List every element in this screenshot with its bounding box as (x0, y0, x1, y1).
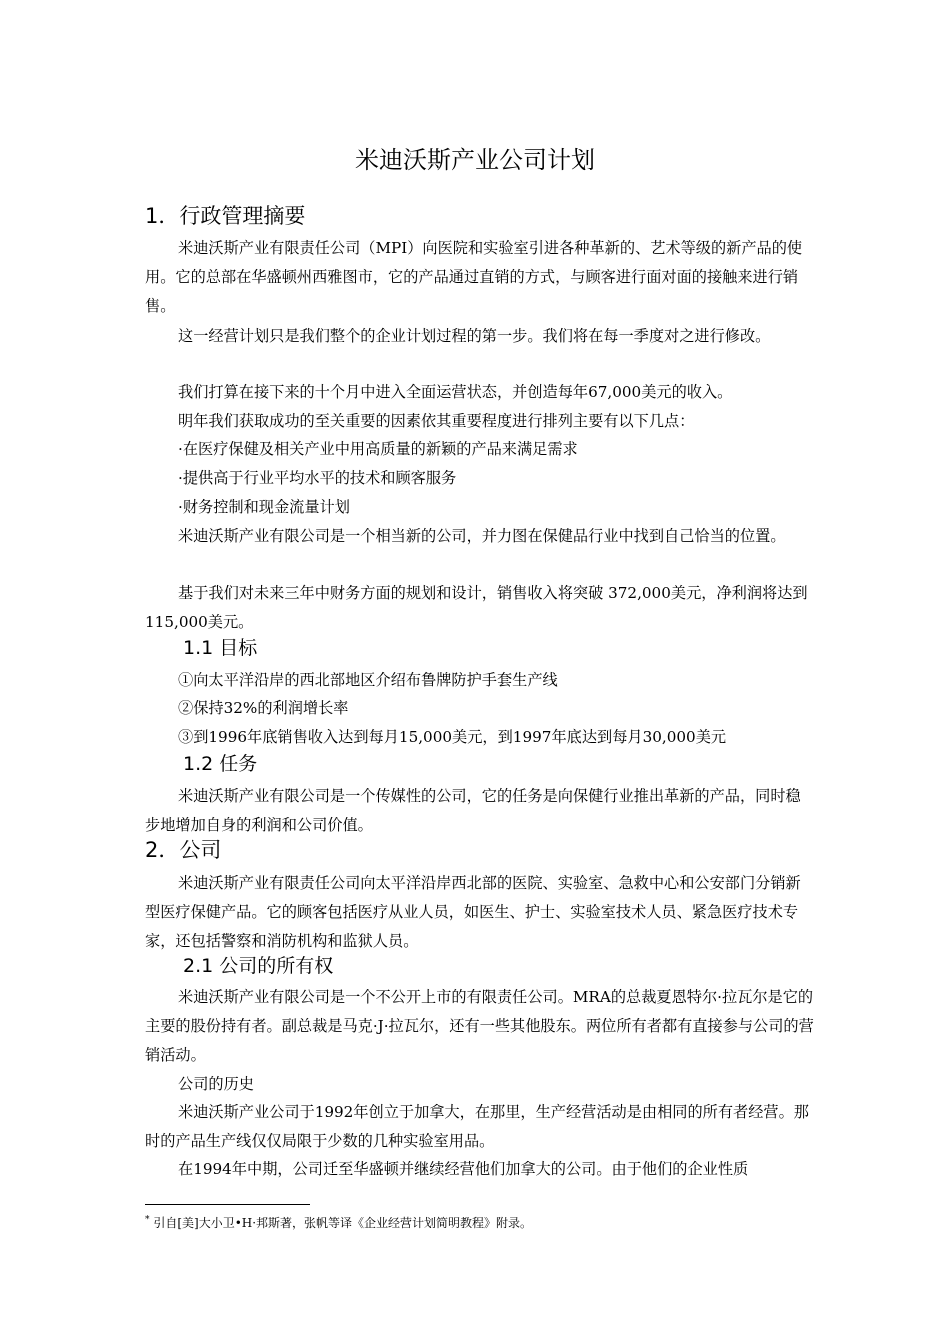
paragraph: 米迪沃斯产业有限公司是一个不公开上市的有限责任公司。MRA的总裁夏恩特尔·拉瓦尔是它的主要的股份持有者。副总裁是马克·J·拉瓦尔，还有一些其他股东。两位所有者都有直接参与公司的营销活动。 (145, 988, 814, 1064)
section-heading-1: 1．行政管理摘要 (145, 204, 306, 228)
goal-item: ②保持32%的利润增长率 (178, 699, 349, 717)
paragraph: 基于我们对未来三年中财务方面的规划和设计，销售收入将突破 372,000美元，净利润将达到115,000美元。 (145, 584, 808, 631)
paragraph: 米迪沃斯产业有限公司是一个传媒性的公司，它的任务是向保健行业推出革新的产品，同时稳步地增加自身的利润和公司价值。 (145, 787, 801, 834)
section-heading-1-1: 1.1 目标 (183, 637, 258, 659)
bullet-item: ·在医疗保健及相关产业中用高质量的新颖的产品来满足需求 (178, 440, 578, 458)
paragraph: 米迪沃斯产业有限责任公司向太平洋沿岸西北部的医院、实验室、急救中心和公安部门分销新型医疗保健产品。它的顾客包括医疗从业人员，如医生、护士、实验室技术人员、紧急医疗技术专家，还包括警察和消防机构和监狱人员。 (145, 874, 801, 950)
paragraph: 这一经营计划只是我们整个的企业计划过程的第一步。我们将在每一季度对之进行修改。 (178, 327, 771, 345)
bullet-item: ·财务控制和现金流量计划 (178, 498, 350, 516)
paragraph: 米迪沃斯产业有限责任公司（MPI）向医院和实验室引进各种革新的、艺术等级的新产品的使用。它的总部在华盛顿州西雅图市，它的产品通过直销的方式，与顾客进行面对面的接触来进行销售。 (145, 239, 803, 315)
goal-item: ①向太平洋沿岸的西北部地区介绍布鲁牌防护手套生产线 (178, 671, 558, 689)
paragraph: 米迪沃斯产业公司于1992年创立于加拿大，在那里，生产经营活动是由相同的所有者经营。那时的产品生产线仅仅局限于少数的几种实验室用品。 (145, 1103, 809, 1150)
goal-item: ③到1996年底销售收入达到每月15,000美元，到1997年底达到每月30,000美元 (178, 728, 727, 746)
paragraph: 明年我们获取成功的至关重要的因素依其重要程度进行排列主要有以下几点： (178, 412, 695, 430)
section-heading-2-1: 2.1 公司的所有权 (183, 955, 334, 977)
footnote-text: 引自[美]大小卫•H·邦斯著，张帆等译《企业经营计划简明教程》附录。 (153, 1216, 533, 1230)
document-title: 米迪沃斯产业公司计划 (355, 146, 595, 174)
section-heading-1-2: 1.2 任务 (183, 753, 258, 775)
bullet-item: ·提供高于行业平均水平的技术和顾客服务 (178, 469, 457, 487)
subheading-company-history: 公司的历史 (178, 1075, 254, 1093)
section-heading-2: 2．公司 (145, 838, 222, 862)
paragraph: 我们打算在接下来的十个月中进入全面运营状态，并创造每年67,000美元的收入。 (178, 383, 733, 401)
paragraph: 在1994年中期，公司迁至华盛顿并继续经营他们加拿大的公司。由于他们的企业性质 (178, 1160, 749, 1178)
paragraph: 米迪沃斯产业有限公司是一个相当新的公司，并力图在保健品行业中找到自己恰当的位置。 (178, 527, 786, 545)
footnote (145, 1211, 532, 1232)
footnote-separator (145, 1204, 310, 1205)
footnote-marker: * (145, 1215, 150, 1225)
